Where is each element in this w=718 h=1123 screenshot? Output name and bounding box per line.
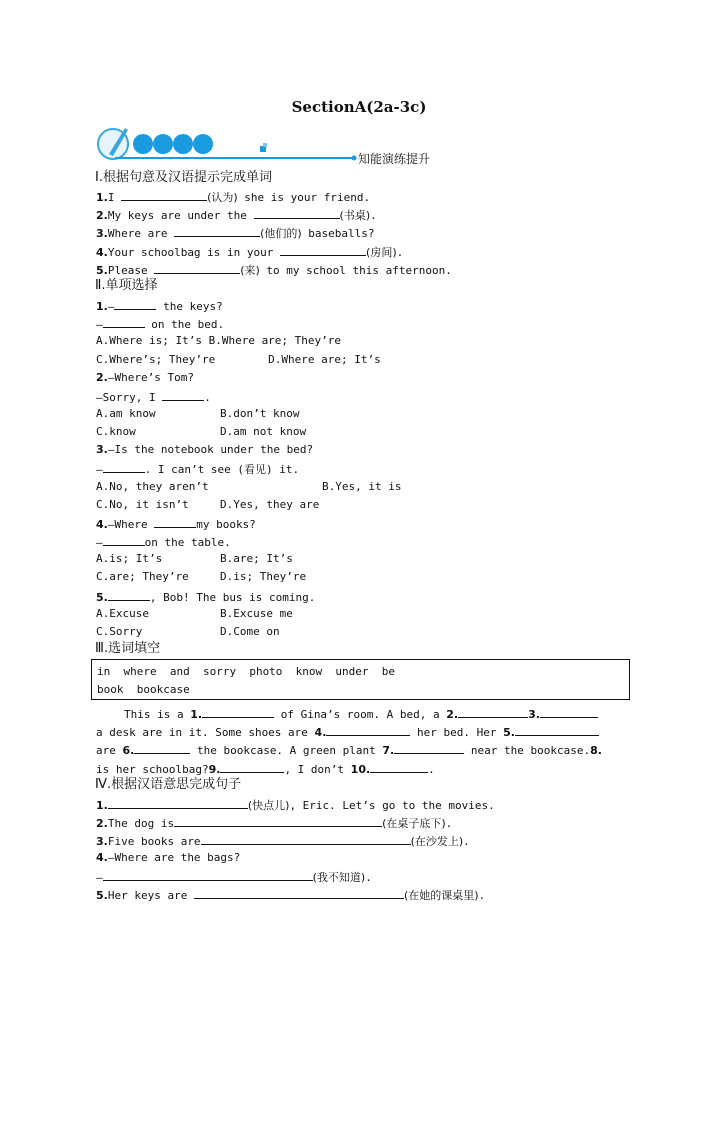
s2-q5-option-a: A.Excuse xyxy=(96,607,149,620)
s2-q5-option-b: B.Excuse me xyxy=(220,607,293,620)
s2-q4-option-a: A.is; It’s xyxy=(96,552,163,565)
answer-blank[interactable] xyxy=(174,225,260,237)
word-bank-row-2: book bookcase xyxy=(97,683,190,696)
section-2-heading: Ⅱ.单项选择 xyxy=(95,278,158,293)
answer-blank[interactable] xyxy=(280,244,366,256)
s2-q3-option-d: D.Yes, they are xyxy=(220,498,320,511)
s1-item-4: 4.Your schoolbag is in your (房间). xyxy=(96,246,404,259)
answer-blank[interactable] xyxy=(108,589,150,601)
answer-blank[interactable] xyxy=(254,207,340,219)
answer-blank[interactable] xyxy=(103,534,145,546)
s2-q2-option-d: D.am not know xyxy=(220,425,307,438)
s2-q3-option-a: A.No, they aren’t xyxy=(96,480,209,493)
s4-item-4-line1: 4.—Where are the bags? xyxy=(96,851,241,864)
answer-blank[interactable] xyxy=(515,724,599,736)
rule-end-dot xyxy=(352,156,357,161)
s2-q1-options-ab: A.Where is; It’s B.Where are; They’re xyxy=(96,334,342,347)
answer-blank[interactable] xyxy=(174,815,382,827)
s2-q5-line1: 5. , Bob! The bus is coming. xyxy=(96,591,316,604)
s2-q2-option-a: A.am know xyxy=(96,407,156,420)
answer-blank[interactable] xyxy=(108,797,248,809)
answer-blank[interactable] xyxy=(114,298,156,310)
s2-q2-option-c: C.know xyxy=(96,425,136,438)
dot-2 xyxy=(153,134,173,154)
banner-label: 知能演练提升 xyxy=(358,152,431,166)
s4-item-3: 3.Five books are (在沙发上). xyxy=(96,835,470,848)
s1-item-2: 2.My keys are under the (书桌). xyxy=(96,209,377,222)
answer-blank[interactable] xyxy=(326,724,410,736)
answer-blank[interactable] xyxy=(458,706,528,718)
answer-blank[interactable] xyxy=(394,742,464,754)
dot-4 xyxy=(193,134,213,154)
section-3-heading: Ⅲ.选词填空 xyxy=(95,641,161,656)
s2-q2-option-b: B.don’t know xyxy=(220,407,300,420)
dot-1 xyxy=(133,134,153,154)
square-mark-small xyxy=(263,143,267,147)
answer-blank[interactable] xyxy=(103,316,145,328)
page-title: SectionA(2a-3c) xyxy=(291,98,427,116)
answer-blank[interactable] xyxy=(154,262,240,274)
answer-blank[interactable] xyxy=(202,706,274,718)
s2-q4-option-c: C.are; They’re xyxy=(96,570,189,583)
s4-item-2: 2.The dog is (在桌子底下). xyxy=(96,817,453,830)
s3-passage-line2: a desk are in it. Some shoes are 4. her bed. Her 5. xyxy=(96,724,599,740)
s4-item-4-line2: — (我不知道). xyxy=(96,871,372,884)
section-4-heading: Ⅳ.根据汉语意思完成句子 xyxy=(95,777,242,792)
dot-3 xyxy=(173,134,193,154)
s3-passage-line3: are 6. the bookcase. A green plant 7. near the bookcase.8. xyxy=(96,744,602,757)
word-bank-box xyxy=(91,659,630,700)
s1-item-1: 1.I (认为) she is your friend. xyxy=(96,191,371,204)
section-1-heading: Ⅰ.根据句意及汉语提示完成单词 xyxy=(95,170,272,185)
s1-item-3: 3.Where are (他们的) baseballs? xyxy=(96,227,375,240)
s2-q2-line2: —Sorry, I . xyxy=(96,391,211,404)
s2-q3-option-c: C.No, it isn’t xyxy=(96,498,189,511)
s3-passage-line1: This is a 1. of Gina’s room. A bed, a 2. 3. xyxy=(124,706,598,722)
answer-blank[interactable] xyxy=(121,189,207,201)
s2-q5-option-c: C.Sorry xyxy=(96,625,143,638)
word-bank-row-1: in where and sorry photo know under be xyxy=(97,665,396,678)
s2-q4-line2: — on the table. xyxy=(96,536,231,549)
answer-blank[interactable] xyxy=(134,742,190,754)
answer-blank[interactable] xyxy=(194,887,404,899)
s3-passage-line4: is her schoolbag?9. , I don’t 10. . xyxy=(96,763,435,776)
answer-blank[interactable] xyxy=(103,869,313,881)
answer-blank[interactable] xyxy=(220,761,284,773)
s2-q4-line1: 4.—Where my books? xyxy=(96,518,256,531)
s2-q3-line1: 3.—Is the notebook under the bed? xyxy=(96,443,314,456)
s2-q4-option-b: B.are; It’s xyxy=(220,552,293,565)
answer-blank[interactable] xyxy=(162,389,204,401)
s2-q1-options-cd: C.Where’s; They’re D.Where are; It’s xyxy=(96,353,381,366)
s2-q2-line1: 2.—Where’s Tom? xyxy=(96,371,194,384)
s2-q3-line2: — . I can’t see (看见) it. xyxy=(96,463,300,476)
s1-item-5: 5.Please (来) to my school this afternoon. xyxy=(96,264,452,277)
s2-q1-line2: — on the bed. xyxy=(96,318,225,331)
answer-blank[interactable] xyxy=(540,706,598,718)
s2-q5-option-d: D.Come on xyxy=(220,625,280,638)
s2-q3-option-b: B.Yes, it is xyxy=(322,480,402,493)
s4-item-1: 1. (快点儿), Eric. Let’s go to the movies. xyxy=(96,799,495,812)
answer-blank[interactable] xyxy=(103,461,145,473)
answer-blank[interactable] xyxy=(154,516,196,528)
s2-q4-option-d: D.is; They’re xyxy=(220,570,307,583)
answer-blank[interactable] xyxy=(201,833,411,845)
s4-item-5: 5.Her keys are (在她的课桌里). xyxy=(96,889,486,902)
answer-blank[interactable] xyxy=(370,761,428,773)
s2-q1-line1: 1.— the keys? xyxy=(96,300,223,313)
